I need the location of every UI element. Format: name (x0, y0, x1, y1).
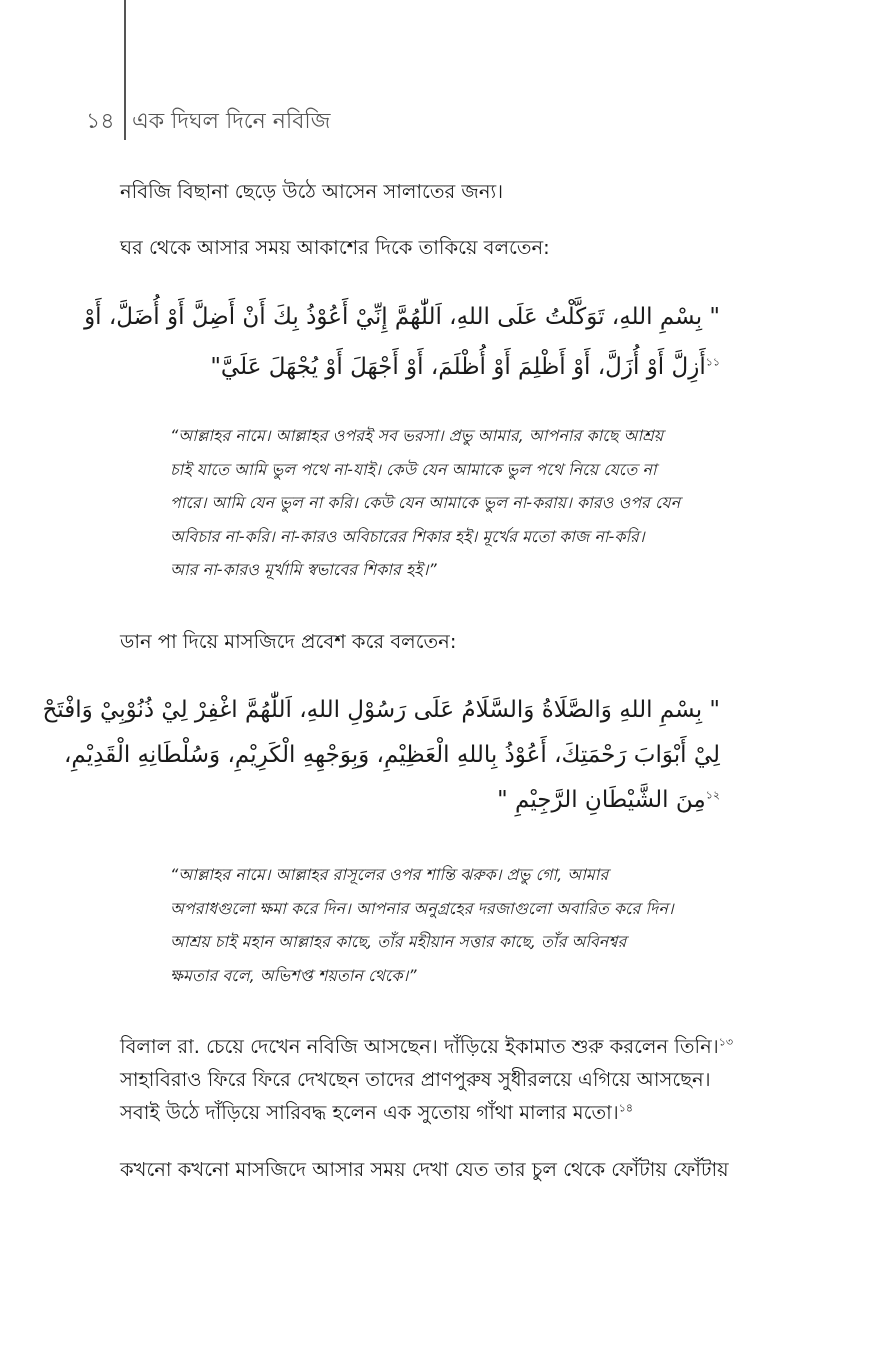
paragraph-4-line-1: বিলাল রা. চেয়ে দেখেন নবিজি আসছেন। দাঁড়িয়ে ইকামাত শুরু করলেন তিনি।$^{১৩}$ (120, 1035, 733, 1058)
translation-line: অবিচার না-করি। না-কারও অবিচারের শিকার হই। মূর্খের মতো কাজ না-করি। (170, 526, 645, 546)
paragraph-4-line-3: সবাই উঠে দাঁড়িয়ে সারিবদ্ধ হলেন এক সুতোয় গাঁথা মালার মতো।$^{১৪}$ (120, 1101, 634, 1124)
dua-2-translation (170, 858, 704, 992)
dua-2-arabic-line-2: لِيْ أَبْوَابَ رَحْمَتِكَ، أَعُوْذُ بِاللهِ الْعَظِيْمِ، وَبِوَجْهِهِ الْكَرِيْمِ، وَسُلْطَانِهِ الْقَدِيْمِ، (64, 742, 720, 768)
paragraph-1: নবিজি বিছানা ছেড়ে উঠে আসেন সালাতের জন্য। (120, 180, 504, 203)
footnote-marker: ১২ (705, 788, 720, 802)
footnote-marker: ১৪ (618, 1101, 634, 1115)
running-title: এক দিঘল দিনে নবিজি (132, 109, 331, 134)
paragraph-4-line-2: সাহাবিরাও ফিরে ফিরে দেখছেন তাদের প্রাণপুরুষ সুধীরলয়ে এগিয়ে আসছেন। (120, 1068, 711, 1091)
dua-2-arabic-line-1: " بِسْمِ اللهِ وَالصَّلَاةُ وَالسَّلَامُ عَلَى رَسُوْلِ اللهِ، اَللّٰهُمَّ اغْفِرْ لِيْ ذُنُوْبِيْ وَافْتَحْ (42, 697, 720, 723)
dua-2-arabic (42, 688, 720, 823)
header-rule (124, 0, 126, 140)
dua-1-arabic-line-1: " بِسْمِ اللهِ، تَوَكَّلْتُ عَلَى اللهِ، اَللّٰهُمَّ إِنِّيْ أَعُوْذُ بِكَ أَنْ أَضِلَّ أَوْ أُضَلَّ، أَوْ (84, 304, 720, 330)
dua-2-arabic-line-3: $^{১২}$مِنَ الشَّيْطَانِ الرَّجِيْمِ " (497, 787, 720, 813)
translation-line: আশ্রয় চাই মহান আল্লাহর কাছে, তাঁর মহীয়ান সত্তার কাছে, তাঁর অবিনশ্বর (170, 932, 627, 951)
dua-1-translation (170, 419, 704, 587)
translation-line: আর না-কারও মূর্খামি স্বভাবের শিকার হই।” (170, 560, 437, 579)
translation-line: “আল্লাহর নামে। আল্লাহর ওপরই সব ভরসা। প্রভু আমার, আপনার কাছে আশ্রয় (170, 426, 664, 445)
paragraph-4 (120, 1030, 752, 1129)
paragraph-3: ডান পা দিয়ে মাসজিদে প্রবেশ করে বলতেন: (120, 630, 457, 653)
translation-line: অপরাধগুলো ক্ষমা করে দিন। আপনার অনুগ্রহের দরজাগুলো অবারিত করে দিন। (170, 898, 674, 918)
dua-1-arabic (84, 292, 720, 392)
dua-1-arabic-line-2: $^{১১}$أَزِلَّ أَوْ أُزَلَّ، أَوْ أَظْلِمَ أَوْ أُظْلَمَ، أَوْ أَجْهَلَ أَوْ يُجْهَلَ عَلَيَّ" (210, 354, 720, 380)
page-number: ১৪ (86, 109, 115, 134)
translation-line: চাই যাতে আমি ভুল পথে না-যাই। কেউ যেন আমাকে ভুল পথে নিয়ে যেতে না (170, 459, 657, 479)
footnote-marker: ১৩ (718, 1035, 733, 1049)
translation-line: ক্ষমতার বলে, অভিশপ্ত শয়তান থেকে।” (170, 965, 417, 985)
translation-line: “আল্লাহর নামে। আল্লাহর রাসূলের ওপর শান্তি ঝরুক। প্রভু গো, আমার (170, 865, 609, 884)
footnote-marker: ১১ (705, 355, 720, 369)
paragraph-2: ঘর থেকে আসার সময় আকাশের দিকে তাকিয়ে বলতেন: (120, 236, 550, 259)
paragraph-5: কখনো কখনো মাসজিদে আসার সময় দেখা যেত তার চুল থেকে ফোঁটায় ফোঁটায় (120, 1158, 729, 1181)
translation-line: পারে। আমি যেন ভুল না করি। কেউ যেন আমাকে ভুল না-করায়। কারও ওপর যেন (170, 493, 681, 512)
